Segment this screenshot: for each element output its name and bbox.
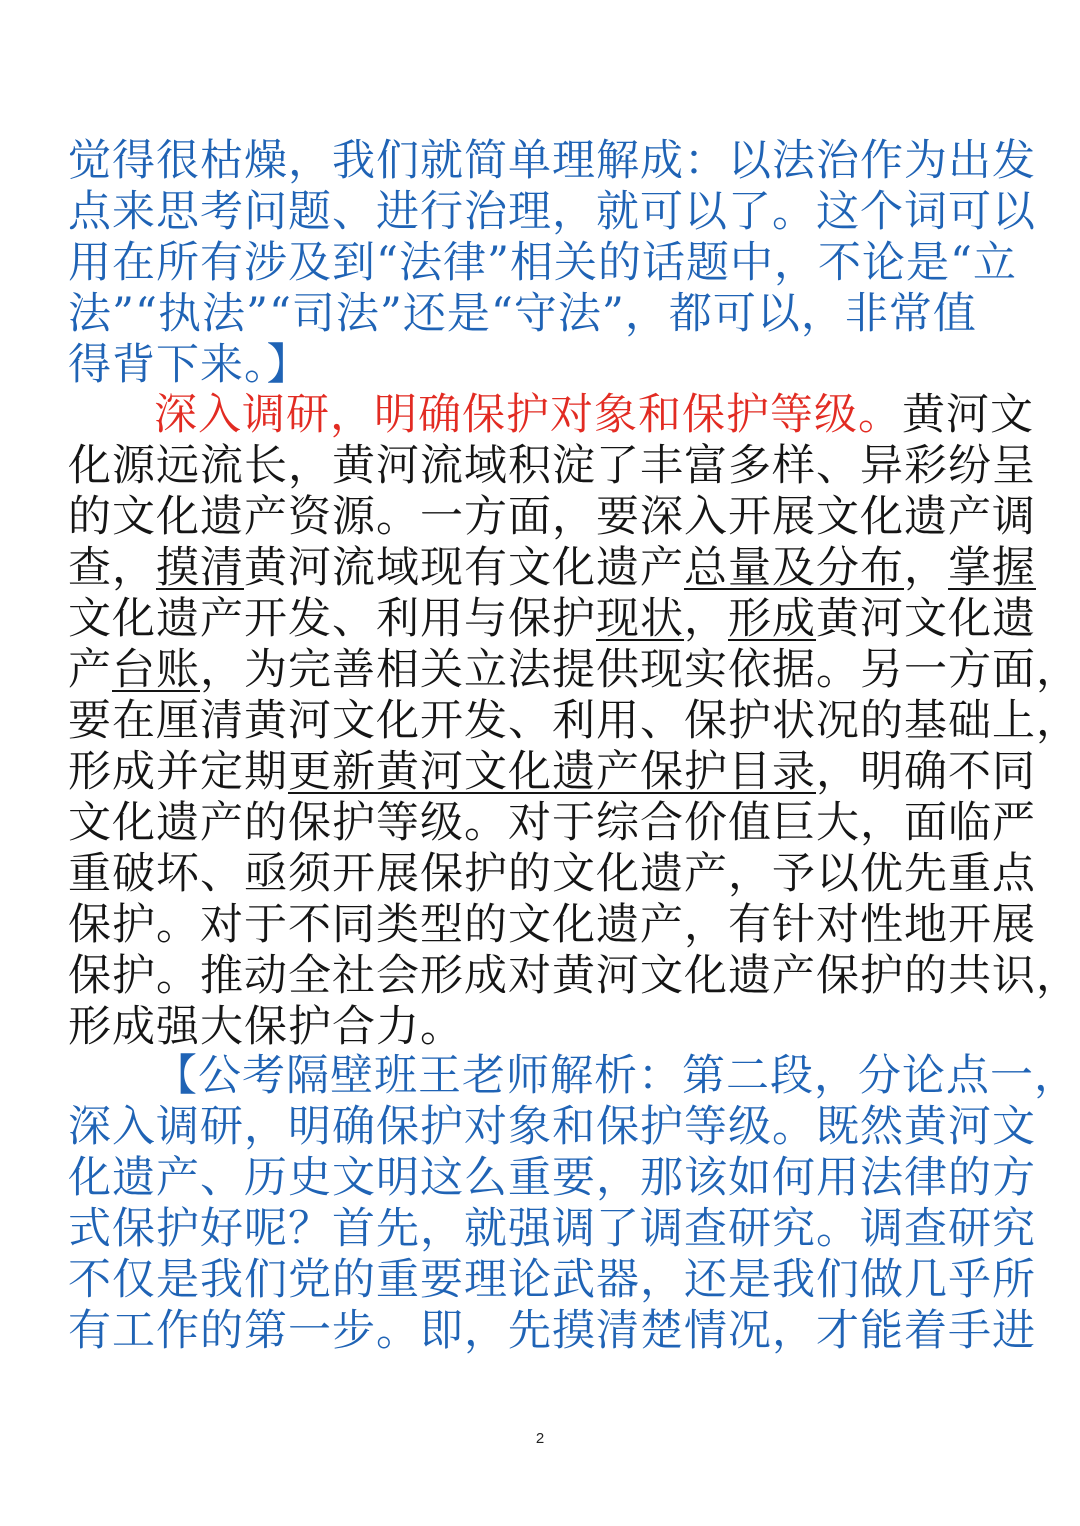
body-text: 黄河文 bbox=[902, 390, 1034, 440]
analysis-line: 化遗产、历史文明这么重要，那该如何用法律的方 bbox=[68, 1153, 1036, 1203]
analysis-line: 得背下来。】 bbox=[68, 340, 311, 390]
body-text: 产 bbox=[68, 645, 112, 695]
underlined-term: 形成 bbox=[728, 594, 816, 644]
body-line bbox=[68, 747, 1036, 798]
body-line bbox=[68, 594, 1036, 645]
body-line bbox=[68, 543, 1036, 594]
analysis-continued-paragraph bbox=[68, 136, 1036, 391]
underlined-term: 摸清 bbox=[156, 543, 244, 593]
body-line: 形成强大保护合力。 bbox=[68, 1002, 464, 1052]
analysis-line: 用在所有涉及到“法律”相关的话题中，不论是“立 bbox=[68, 238, 1017, 288]
analysis-line: 【公考隔壁班王老师解析：第二段，分论点一， bbox=[154, 1051, 1078, 1101]
body-paragraph bbox=[68, 390, 1080, 1053]
body-text: ，明确不同 bbox=[816, 747, 1036, 797]
body-text: 文化遗产开发、利用与保护 bbox=[68, 594, 596, 644]
body-line bbox=[68, 390, 1034, 441]
body-line: 重破坏、亟须开展保护的文化遗产，予以优先重点 bbox=[68, 849, 1036, 899]
analysis-line: 式保护好呢？首先，就强调了调查研究。调查研究 bbox=[68, 1204, 1036, 1254]
body-line: 保护。对于不同类型的文化遗产，有针对性地开展 bbox=[68, 900, 1036, 950]
analysis-line: 点来思考问题、进行治理，就可以了。这个词可以 bbox=[68, 187, 1036, 237]
body-line: 要在厘清黄河文化开发、利用、保护状况的基础上， bbox=[68, 696, 1080, 746]
body-text: ，为完善相关立法提供现实依据。另一方面， bbox=[200, 645, 1080, 695]
analysis-line: 深入调研，明确保护对象和保护等级。既然黄河文 bbox=[68, 1102, 1036, 1152]
body-text: 黄河流域现有文化遗产 bbox=[244, 543, 684, 593]
page-number: 2 bbox=[535, 1430, 545, 1447]
body-text: 查， bbox=[68, 543, 156, 593]
body-line: 化源远流长，黄河流域积淀了丰富多样、异彩纷呈 bbox=[68, 441, 1036, 491]
analysis-line: 觉得很枯燥，我们就简单理解成：以法治作为出发 bbox=[68, 136, 1036, 186]
subpoint-heading: 深入调研，明确保护对象和保护等级。 bbox=[154, 390, 902, 440]
analysis-line: 法”“执法”“司法”还是“守法”，都可以，非常值 bbox=[68, 289, 977, 339]
analysis-line: 有工作的第一步。即，先摸清楚情况，才能着手进 bbox=[68, 1306, 1036, 1356]
underlined-term: 掌握 bbox=[948, 543, 1036, 593]
underlined-term: 总量及分布 bbox=[684, 543, 904, 593]
page-footer bbox=[0, 1430, 1080, 1460]
body-text: 黄河文化遗 bbox=[816, 594, 1036, 644]
underlined-term: 更新黄河文化遗产保护目录 bbox=[288, 747, 816, 797]
body-text: 形成并定期 bbox=[68, 747, 288, 797]
body-line bbox=[68, 645, 1080, 696]
body-line: 文化遗产的保护等级。对于综合价值巨大，面临严 bbox=[68, 798, 1036, 848]
underlined-term: 现状 bbox=[596, 594, 684, 644]
body-line: 保护。推动全社会形成对黄河文化遗产保护的共识， bbox=[68, 951, 1080, 1001]
body-text: ， bbox=[904, 543, 948, 593]
body-text: ， bbox=[684, 594, 728, 644]
analysis-paragraph bbox=[68, 1051, 1078, 1357]
underlined-term: 台账 bbox=[112, 645, 200, 695]
body-line: 的文化遗产资源。一方面，要深入开展文化遗产调 bbox=[68, 492, 1036, 542]
analysis-line: 不仅是我们党的重要理论武器，还是我们做几乎所 bbox=[68, 1255, 1036, 1305]
